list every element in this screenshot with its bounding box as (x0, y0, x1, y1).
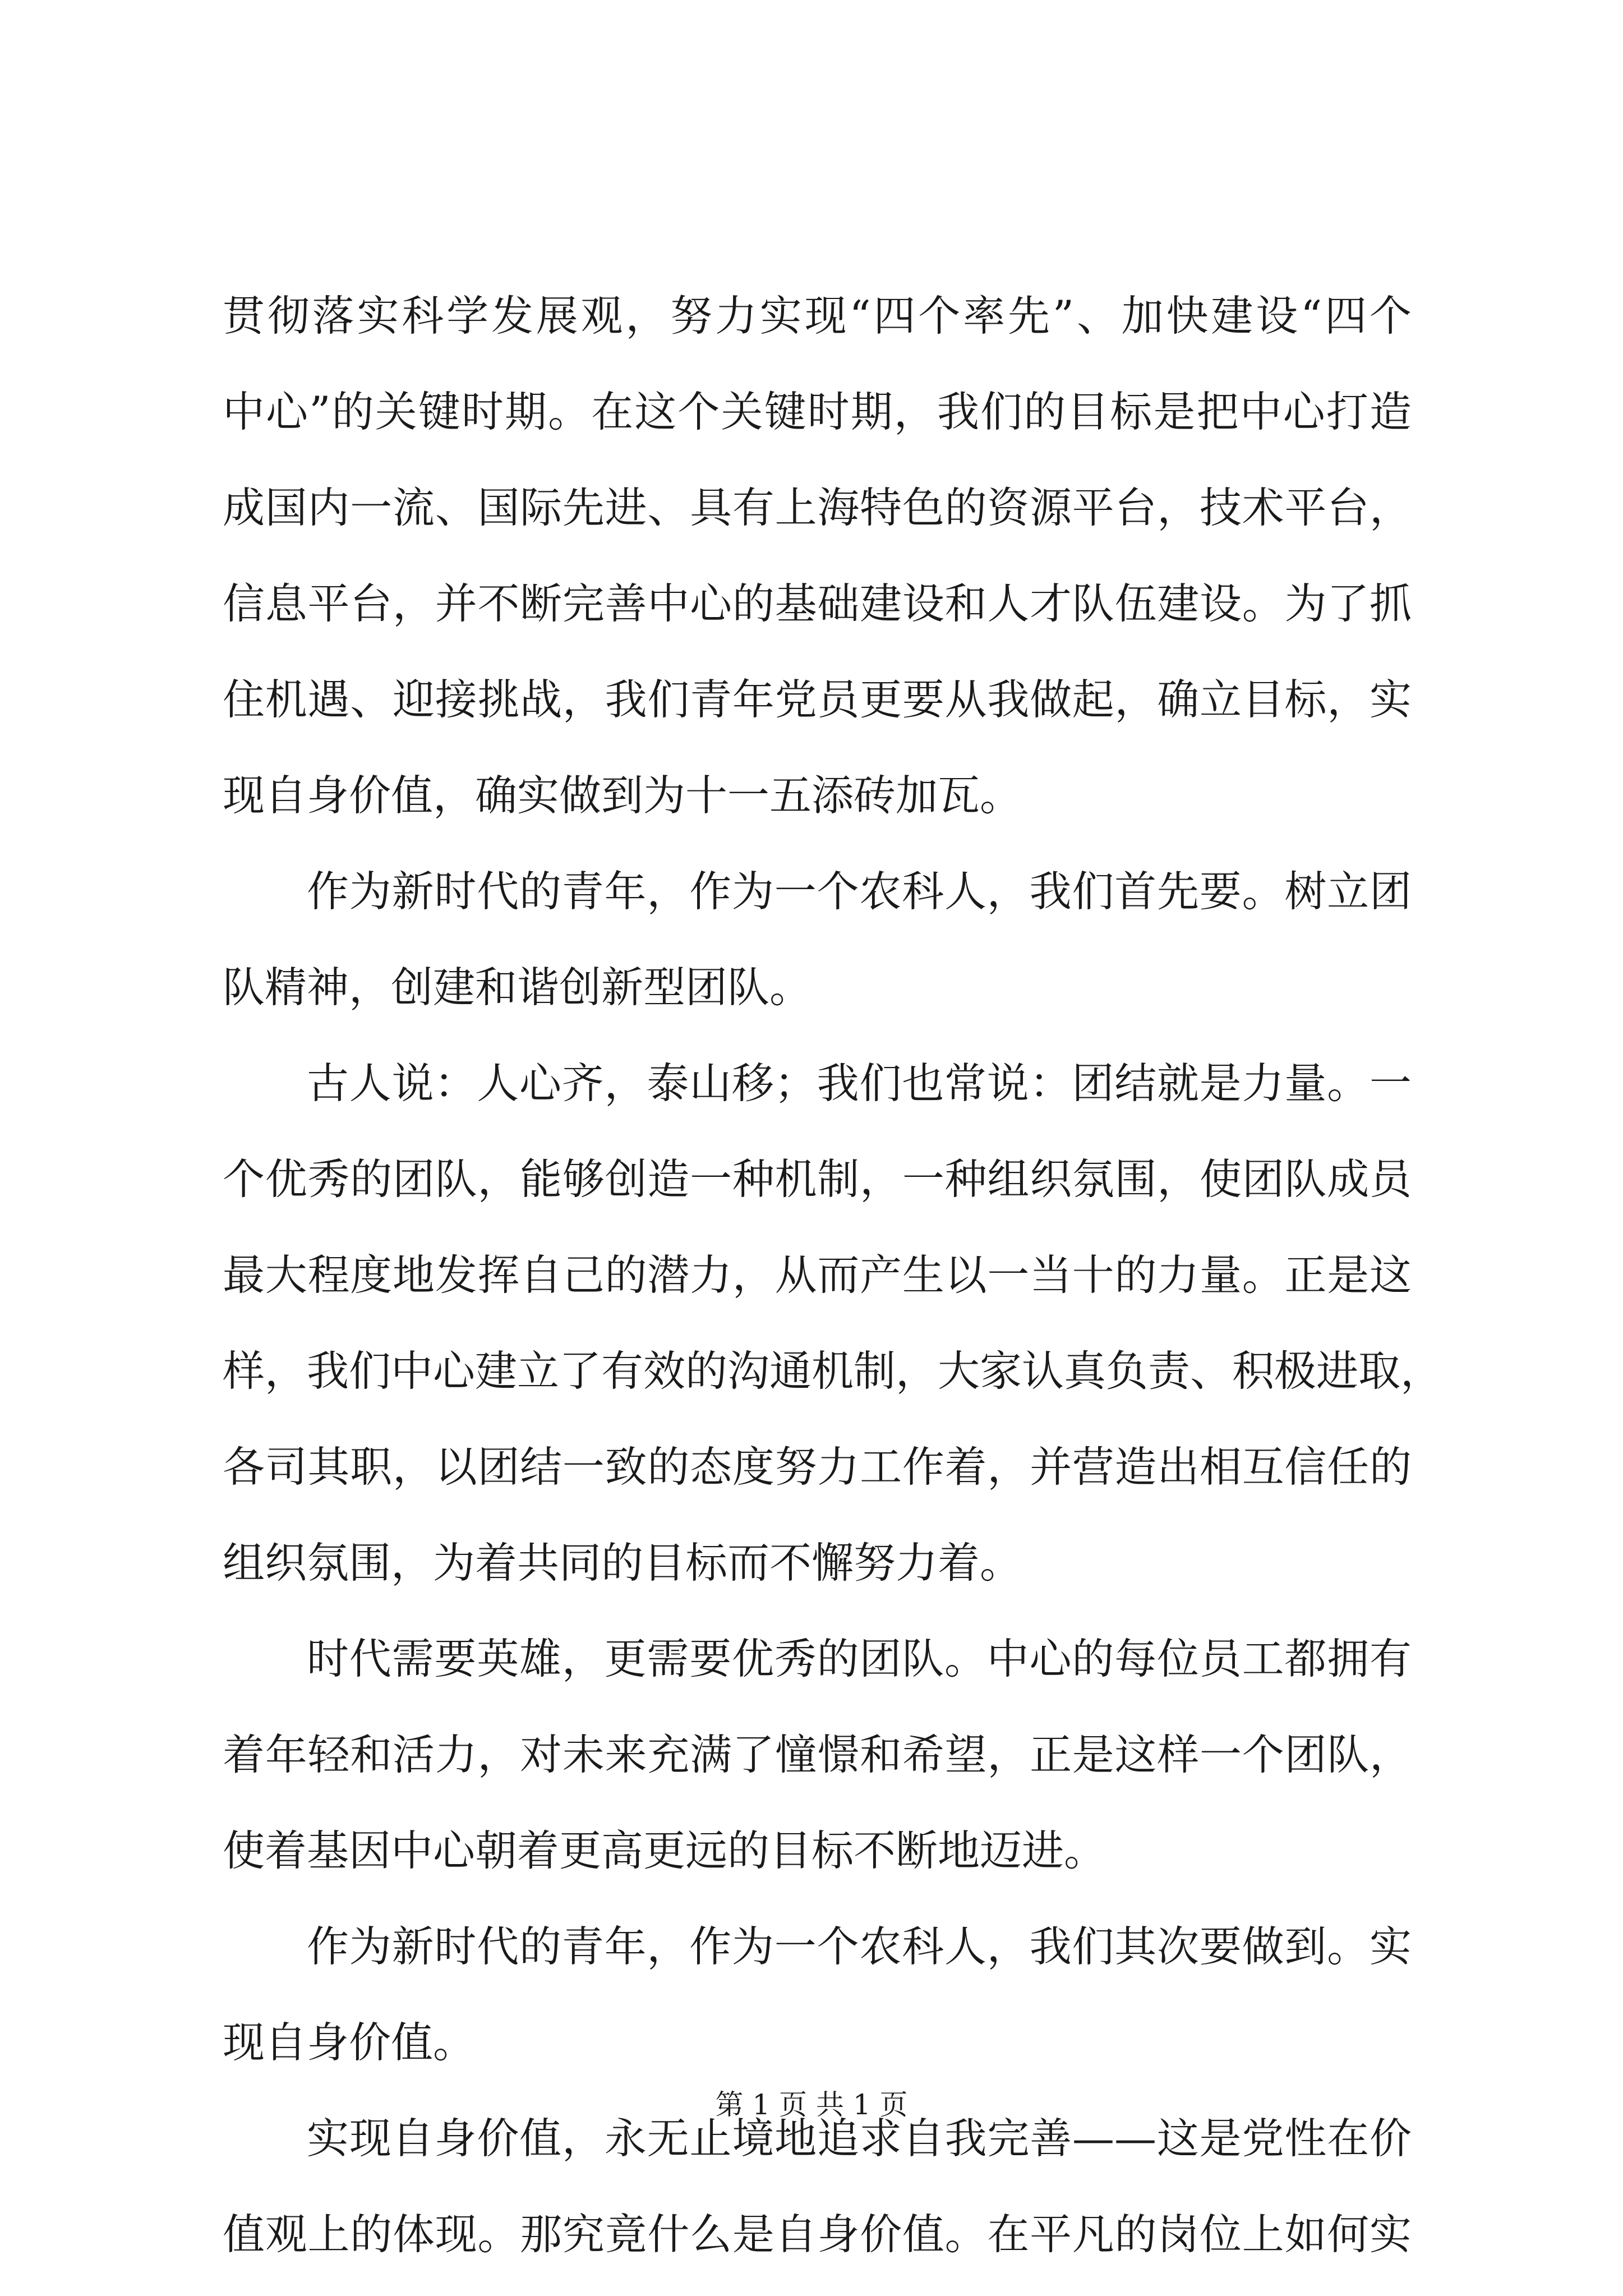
text-line: 现自身价值，确实做到为十一五添砖加瓦。 (223, 771, 1022, 820)
text-line: 作为新时代的青年，作为一个农科人，我们其次要做到。实 (307, 1922, 1412, 1971)
document-body (223, 268, 1443, 2283)
page-footer: 第 1 页 共 1 页 (715, 2088, 908, 2121)
text-line: 实现自身价值，永无止境地追求自我完善——这是党性在价 (307, 2114, 1412, 2163)
text-line: 最大程度地发挥自己的潜力，从而产生以一当十的力量。正是这 (223, 1250, 1412, 1300)
text-line: 着年轻和活力，对未来充满了憧憬和希望，正是这样一个团队， (223, 1730, 1412, 1779)
text-line: 中心”的关键时期。在这个关键时期，我们的目标是把中心打造 (223, 387, 1412, 436)
text-line: 古人说：人心齐，泰山移；我们也常说：团结就是力量。一 (307, 1059, 1412, 1108)
text-line: 样，我们中心建立了有效的沟通机制，大家认真负责、积极进取， (223, 1346, 1443, 1396)
text-line: 作为新时代的青年，作为一个农科人，我们首先要。树立团 (307, 867, 1412, 916)
text-line: 现自身价值。 (223, 2018, 476, 2067)
text-line: 信息平台，并不断完善中心的基础建设和人才队伍建设。为了抓 (223, 579, 1412, 628)
text-line: 队精神，创建和谐创新型团队。 (223, 963, 812, 1012)
text-line: 成国内一流、国际先进、具有上海特色的资源平台，技术平台， (223, 483, 1412, 532)
text-line: 各司其职，以团结一致的态度努力工作着，并营造出相互信任的 (223, 1442, 1412, 1492)
text-line: 值观上的体现。那究竟什么是自身价值。在平凡的岗位上如何实 (223, 2210, 1412, 2259)
text-line: 使着基因中心朝着更高更远的目标不断地迈进。 (223, 1826, 1106, 1875)
text-line: 组织氛围，为着共同的目标而不懈努力着。 (223, 1538, 1022, 1588)
text-line: 住机遇、迎接挑战，我们青年党员更要从我做起，确立目标，实 (223, 675, 1412, 724)
text-line: 时代需要英雄，更需要优秀的团队。中心的每位员工都拥有 (307, 1634, 1412, 1683)
text-line: 贯彻落实科学发展观，努力实现“四个率先”、加快建设“四个 (223, 291, 1412, 341)
text-line: 个优秀的团队，能够创造一种机制，一种组织氛围，使团队成员 (223, 1154, 1412, 1204)
